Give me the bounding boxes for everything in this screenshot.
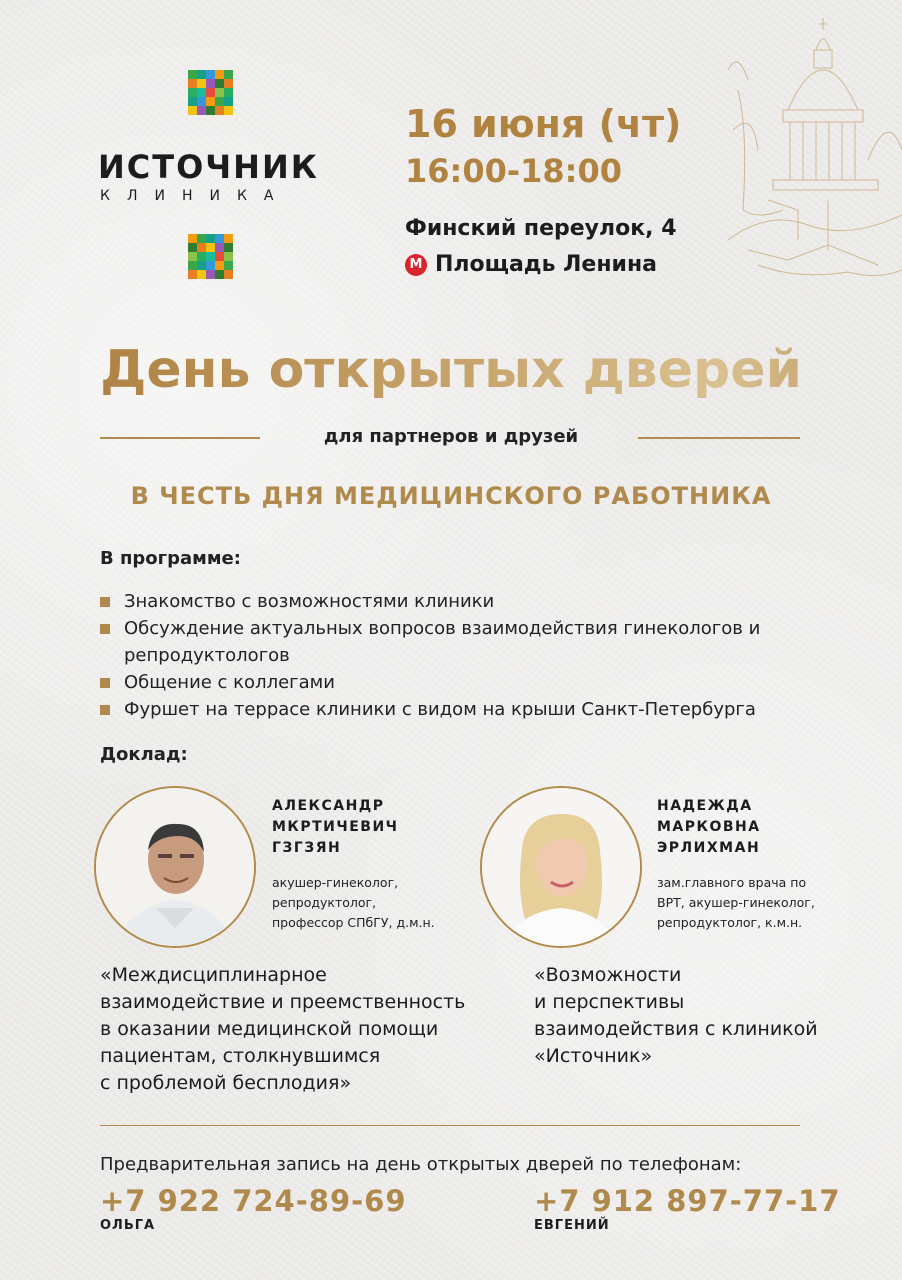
phone-intro: Предварительная запись на день открытых дверей по телефонам: [100,1154,742,1175]
speaker-photo-female [480,786,642,948]
headline: День открытых дверей [0,340,902,400]
program-item: Фуршет на террасе клиники с видом на крыши Санкт-Петербурга [100,696,860,723]
cathedral-sketch-illustration [728,10,902,300]
phone-number-1[interactable]: +7 922 724-89-69 [100,1184,407,1218]
program-list [100,588,860,723]
bullet-square-icon [100,624,110,634]
speaker-photo-male [94,786,256,948]
bullet-square-icon [100,597,110,607]
event-metro [405,252,657,277]
honor-line: В ЧЕСТЬ ДНЯ МЕДИЦИНСКОГО РАБОТНИКА [130,482,772,510]
speaker-2-role: зам.главного врача по ВРТ, акушер-гинеколог, репродуктолог, к.м.н. [657,875,815,930]
program-item: Общение с коллегами [100,669,860,696]
speaker-1-role: акушер-гинеколог, репродуктолог, профессор СПбГУ, д.м.н. [272,875,435,930]
speaker-2-talk-title: «Возможности и перспективы взаимодействия с клиникой «Источник» [534,964,818,1067]
speaker-1-info [272,796,435,933]
contact-2 [534,1184,841,1233]
program-item: Обсуждение актуальных вопросов взаимодействия гинекологов и репродуктологов [100,615,860,669]
event-address: Финский переулок, 4 [405,216,677,241]
speaker-2-name: НАДЕЖДА МАРКОВНА ЭРЛИХМАН [657,798,761,856]
speaker-2-info [657,796,815,933]
metro-station: Площадь Ленина [435,252,657,277]
phone-number-2[interactable]: +7 912 897-77-17 [534,1184,841,1218]
contact-name-2: ЕВГЕНИЙ [534,1218,610,1233]
subtitle: для партнеров и друзей [323,426,579,447]
contact-name-1: ОЛЬГА [100,1218,156,1233]
event-time: 16:00-18:00 [405,152,622,190]
clinic-logo-mosaic-bottom [188,234,233,279]
speaker-1-name: АЛЕКСАНДР МКРТИЧЕВИЧ ГЗГЗЯН [272,798,399,856]
event-date: 16 июня (чт) [405,102,682,146]
program-title: В программе: [100,548,241,569]
divider-bottom [100,1125,800,1126]
report-title: Доклад: [100,744,188,765]
clinic-logo-mosaic-top [188,70,233,115]
bullet-square-icon [100,678,110,688]
logo-name: ИСТОЧНИК [98,148,319,186]
speaker-1-talk-title: «Междисциплинарное взаимодействие и преемственность в оказании медицинской помощи пациентам, столкнувшимся с проблемой бесплодия» [100,964,466,1094]
logo-sub: КЛИНИКА [100,188,291,204]
program-item: Знакомство с возможностями клиники [100,588,860,615]
metro-icon: М [405,254,427,276]
contact-1 [100,1184,407,1233]
bullet-square-icon [100,705,110,715]
